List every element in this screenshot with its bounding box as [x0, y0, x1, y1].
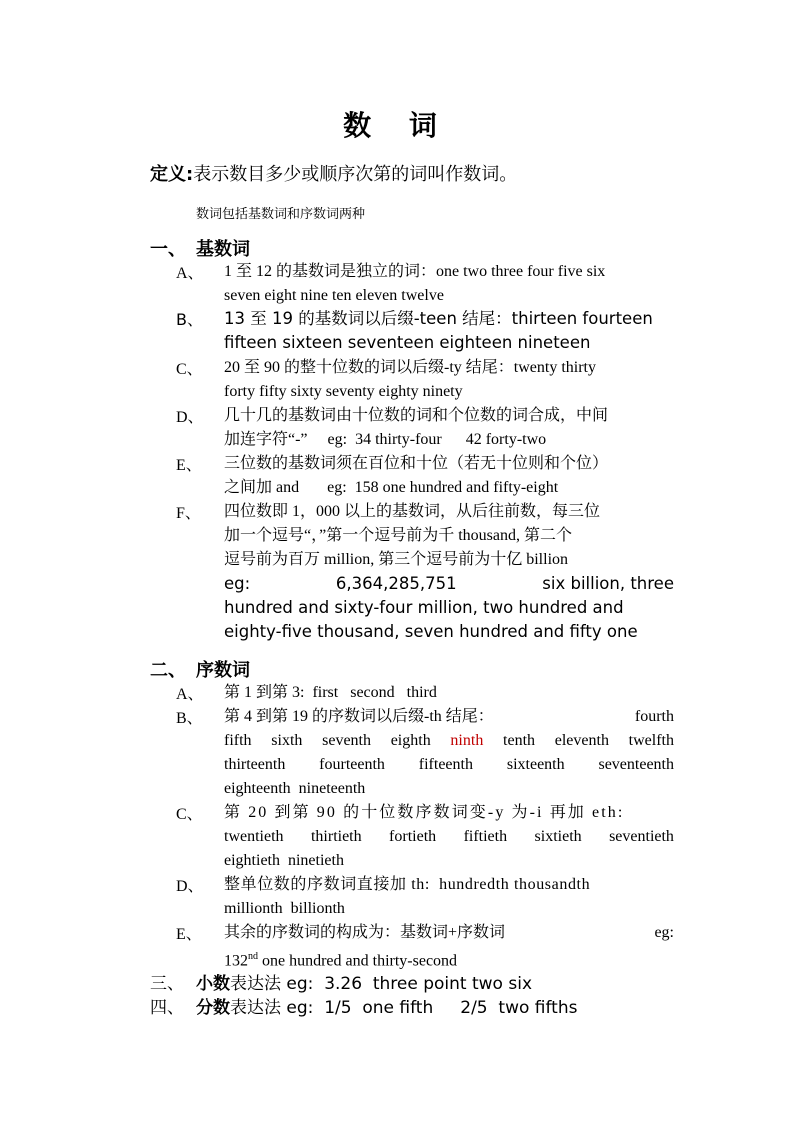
item-line: 四位数即 1，000 以上的基数词，从后往前数，每三位 [224, 503, 601, 520]
item-marker: E、 [176, 926, 202, 943]
item-marker: F、 [176, 505, 201, 522]
ordinal-word: sixth [271, 732, 303, 749]
list-item [176, 404, 674, 452]
item-line: 加连字符“-” eg: 34 thirty-four 42 forty-two [224, 431, 547, 448]
eg-label: eg: [654, 924, 674, 941]
list-item [176, 260, 674, 308]
ordinal-word: tenth [503, 732, 536, 749]
definition [150, 160, 517, 186]
section-number: 二、 [150, 660, 186, 681]
ordinal-word-highlight: ninth [450, 732, 484, 749]
section-number: 一、 [150, 239, 186, 260]
example-words: one hundred and thirty-second [258, 952, 458, 970]
ordinal-suffix: nd [248, 951, 258, 962]
item-marker: A、 [176, 265, 204, 282]
list-item [176, 356, 674, 404]
item-line: millionth billionth [224, 900, 345, 917]
item-line: 整单位数的序数词直接加 th: hundredth thousandth [224, 876, 591, 893]
item-line: seven eight nine ten eleven twelve [224, 287, 444, 304]
section-number: 三、 [150, 974, 184, 994]
section-number: 四、 [150, 998, 184, 1018]
ordinal-word: fortieth [389, 828, 437, 845]
ordinal-word: eleventh [554, 732, 609, 749]
item-line: 1 至 12 的基数词是独立的词：one two three four five six [224, 263, 606, 280]
ordinal-word: thirteenth [224, 756, 286, 773]
ordinal-word: sixteenth [506, 756, 565, 773]
eg-label: eg: [224, 574, 251, 593]
section-cardinal-heading [150, 235, 250, 261]
item-marker: B、 [176, 310, 203, 329]
ordinal-word: twelfth [628, 732, 674, 749]
list-item [176, 873, 674, 921]
list-item [176, 705, 674, 801]
section-ordinal-heading [150, 656, 250, 682]
section-title: 序数词 [196, 660, 250, 681]
item-line: eighteenth nineteenth [224, 780, 366, 797]
list-item [176, 500, 674, 644]
item-marker: D、 [176, 878, 204, 895]
example-line: eighty-five thousand, seven hundred and fifty one [224, 622, 638, 641]
ordinal-word: twentieth [224, 828, 284, 845]
item-line: 逗号前为百万 million, 第三个逗号前为十亿 billion [224, 551, 569, 568]
section-decimal [150, 969, 532, 994]
item-line: 三位数的基数词须在百位和十位（若无十位则和个位） [224, 455, 609, 472]
list-item [176, 801, 674, 873]
ordinal-word: fiftieth [463, 828, 508, 845]
page-title: 数 词 [343, 109, 451, 142]
ordinal-word: seventeenth [598, 756, 674, 773]
ordinal-word: fourteenth [319, 756, 385, 773]
ordinal-word: eighth [390, 732, 431, 749]
item-line: fifteen sixteen seventeen eighteen nineteen [224, 333, 591, 352]
item-line: 加一个逗号“，”第一个逗号前为千 thousand, 第二个 [224, 527, 572, 544]
ordinal-word: seventieth [609, 828, 674, 845]
section-fraction [150, 993, 577, 1018]
definition-text: 表示数目多少或顺序次第的词叫作数词。 [193, 164, 518, 185]
ordinal-word: fifteenth [418, 756, 473, 773]
item-line: 13 至 19 的基数词以后缀-teen 结尾：thirteen fourteen [224, 309, 653, 328]
item-line: 第 4 到第 19 的序数词以后缀-th 结尾： [224, 708, 494, 725]
item-line: 第 20 到第 90 的十位数序数词变-y 为-i 再加 eth: [224, 804, 625, 821]
f-example [224, 572, 674, 644]
item-marker: D、 [176, 409, 204, 426]
list-item [176, 921, 674, 973]
section-text: 表达法 eg: 3.26 three point two six [230, 974, 532, 994]
section-title: 基数词 [196, 239, 250, 260]
item-line: 几十几的基数词由十位数的词和个位数的词合成，中间 [224, 407, 609, 424]
item-line: 其余的序数词的构成为：基数词+序数词 [224, 924, 506, 941]
ordinal-word: thirtieth [310, 828, 362, 845]
ordinal-word: sixtieth [534, 828, 582, 845]
item-word: fourth [634, 708, 674, 725]
item-marker: B、 [176, 710, 203, 727]
section-title: 小数 [196, 974, 230, 994]
item-marker: C、 [176, 361, 203, 378]
list-item [176, 307, 674, 355]
item-line: 20 至 90 的整十位数的词以后缀-ty 结尾：twenty thirty [224, 359, 596, 376]
item-line: 第 1 到第 3: first second third [224, 684, 437, 701]
definition-label: 定义: [150, 164, 194, 185]
section-text: 表达法 eg: 1/5 one fifth 2/5 two fifths [230, 998, 578, 1018]
example-start: six billion, three [542, 574, 674, 593]
list-item [176, 681, 674, 705]
item-marker: C、 [176, 806, 203, 823]
ordinal-word: seventh [322, 732, 371, 749]
ordinal-word: fifth [224, 732, 252, 749]
item-line: forty fifty sixty seventy eighty ninety [224, 383, 463, 400]
list-item [176, 452, 674, 500]
example-number: 6,364,285,751 [335, 574, 457, 593]
item-line: eightieth ninetieth [224, 852, 344, 869]
example-number: 132 [224, 952, 248, 970]
item-marker: E、 [176, 457, 202, 474]
example-line: hundred and sixty-four million, two hundred and [224, 598, 624, 617]
note-text: 数词包括基数词和序数词两种 [196, 207, 366, 222]
item-marker: A、 [176, 686, 204, 703]
item-line: 之间加 and eg: 158 one hundred and fifty-eight [224, 479, 559, 496]
section-title: 分数 [196, 998, 230, 1018]
